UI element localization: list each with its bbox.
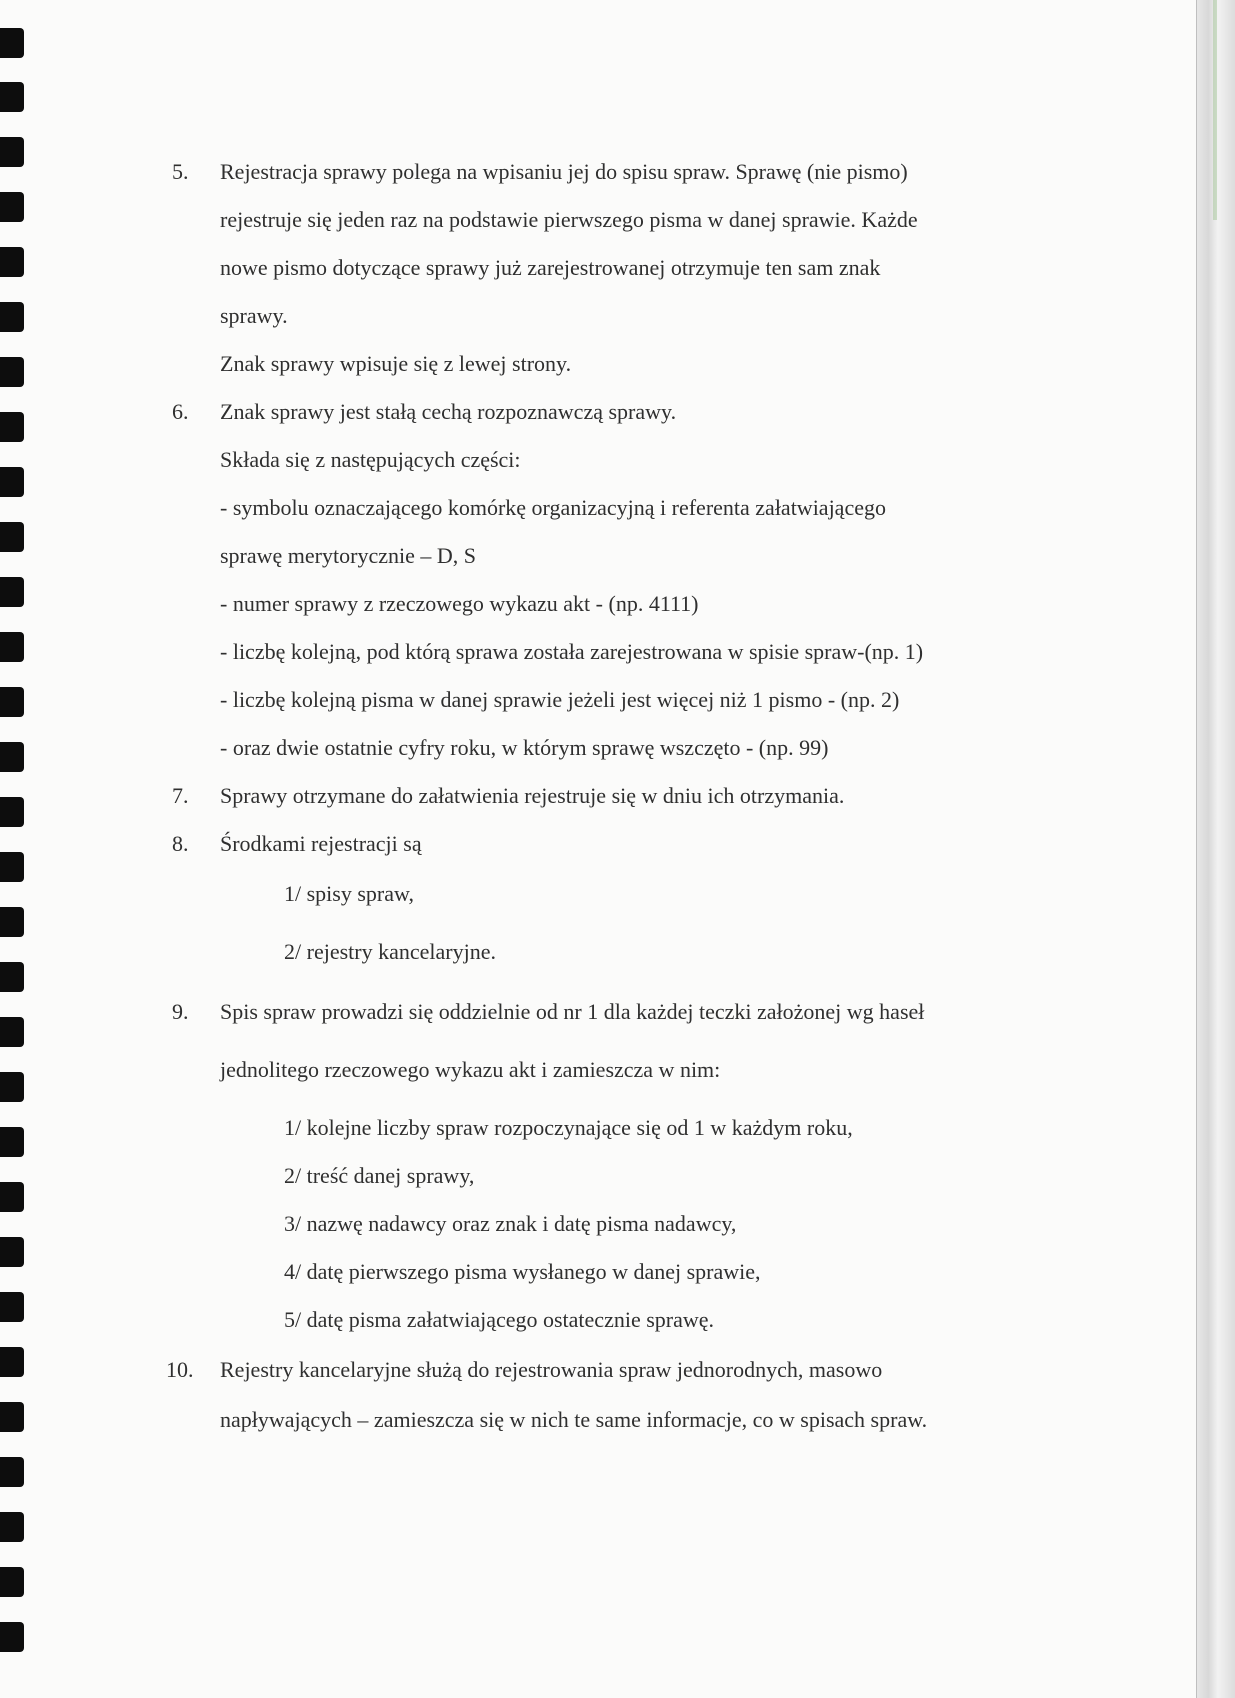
binding-hole <box>0 522 24 552</box>
binding-hole <box>0 852 24 882</box>
binding-hole <box>0 907 24 937</box>
binding-hole <box>0 357 24 387</box>
item-text-line: Spis spraw prowadzi się oddzielnie od nr 1 dla każdej teczki założonej wg haseł <box>220 999 925 1024</box>
item-text-line: napływających – zamieszcza się w nich te same informacje, co w spisach spraw. <box>220 1407 928 1432</box>
item-text-line: Sprawy otrzymane do załatwienia rejestruje się w dniu ich otrzymania. <box>220 783 845 808</box>
binding-hole <box>0 742 24 772</box>
binding-hole <box>0 577 24 607</box>
item-number: 7. <box>172 783 189 808</box>
sub-item-line: 4/ datę pierwszego pisma wysłanego w danej sprawie, <box>284 1259 761 1284</box>
item-text-line: - liczbę kolejną, pod którą sprawa została zarejestrowana w spisie spraw-(np. 1) <box>220 639 924 664</box>
sub-item-line: 5/ datę pisma załatwiającego ostatecznie sprawę. <box>284 1307 715 1332</box>
item-text-line: jednolitego rzeczowego wykazu akt i zamieszcza w nim: <box>220 1057 721 1082</box>
item-number: 10. <box>166 1357 194 1382</box>
item-text-line: sprawę merytorycznie – D, S <box>220 543 476 568</box>
item-text-line: Znak sprawy jest stałą cechą rozpoznawczą sprawy. <box>220 399 677 424</box>
binding-hole <box>0 137 24 167</box>
binding-hole <box>0 1017 24 1047</box>
item-text-line: Rejestry kancelaryjne służą do rejestrowania spraw jednorodnych, masowo <box>220 1357 883 1382</box>
binding-hole <box>0 1567 24 1597</box>
item-text-line: sprawy. <box>220 303 288 328</box>
binding-hole <box>0 82 24 112</box>
sub-item-line: 3/ nazwę nadawcy oraz znak i datę pisma nadawcy, <box>284 1211 737 1236</box>
binding-hole <box>0 1622 24 1652</box>
green-edge-mark <box>1213 0 1217 220</box>
binding-hole <box>0 1347 24 1377</box>
sub-item-line: 2/ rejestry kancelaryjne. <box>284 939 496 964</box>
item-text-line: Znak sprawy wpisuje się z lewej strony. <box>220 351 572 376</box>
binding-hole <box>0 247 24 277</box>
binding-hole <box>0 467 24 497</box>
binding-hole <box>0 962 24 992</box>
binding-hole <box>0 1457 24 1487</box>
binding-hole <box>0 687 24 717</box>
item-number: 6. <box>172 399 189 424</box>
item-number: 8. <box>172 831 189 856</box>
binding-hole <box>0 1182 24 1212</box>
item-text-line: - symbolu oznaczającego komórkę organizacyjną i referenta załatwiającego <box>220 495 886 520</box>
binding-hole <box>0 28 24 58</box>
item-number: 9. <box>172 999 189 1024</box>
binding-hole <box>0 1072 24 1102</box>
binding-hole <box>0 1402 24 1432</box>
binding-hole <box>0 1292 24 1322</box>
binding-hole <box>0 797 24 827</box>
page-right-edge <box>1196 0 1235 1698</box>
sub-item-line: 2/ treść danej sprawy, <box>284 1163 475 1188</box>
sub-item-line: 1/ kolejne liczby spraw rozpoczynające się od 1 w każdym roku, <box>284 1115 853 1140</box>
item-text-line: rejestruje się jeden raz na podstawie pierwszego pisma w danej sprawie. Każde <box>220 207 918 232</box>
item-number: 5. <box>172 159 189 184</box>
item-text-line: - liczbę kolejną pisma w danej sprawie jeżeli jest więcej niż 1 pismo - (np. 2) <box>220 687 900 712</box>
item-text-line: - oraz dwie ostatnie cyfry roku, w którym sprawę wszczęto - (np. 99) <box>220 735 829 760</box>
item-text-line: Środkami rejestracji są <box>220 831 422 856</box>
binding-hole <box>0 302 24 332</box>
binding-hole <box>0 192 24 222</box>
spiral-binding <box>0 0 28 1698</box>
binding-hole <box>0 1237 24 1267</box>
sub-item-line: 1/ spisy spraw, <box>284 881 414 906</box>
binding-hole <box>0 1127 24 1157</box>
binding-hole <box>0 412 24 442</box>
binding-hole <box>0 632 24 662</box>
item-text-line: - numer sprawy z rzeczowego wykazu akt - (np. 4111) <box>220 591 699 616</box>
binding-hole <box>0 1512 24 1542</box>
item-text-line: Składa się z następujących części: <box>220 447 521 472</box>
item-text-line: Rejestracja sprawy polega na wpisaniu jej do spisu spraw. Sprawę (nie pismo) <box>220 159 908 184</box>
item-text-line: nowe pismo dotyczące sprawy już zarejestrowanej otrzymuje ten sam znak <box>220 255 881 280</box>
